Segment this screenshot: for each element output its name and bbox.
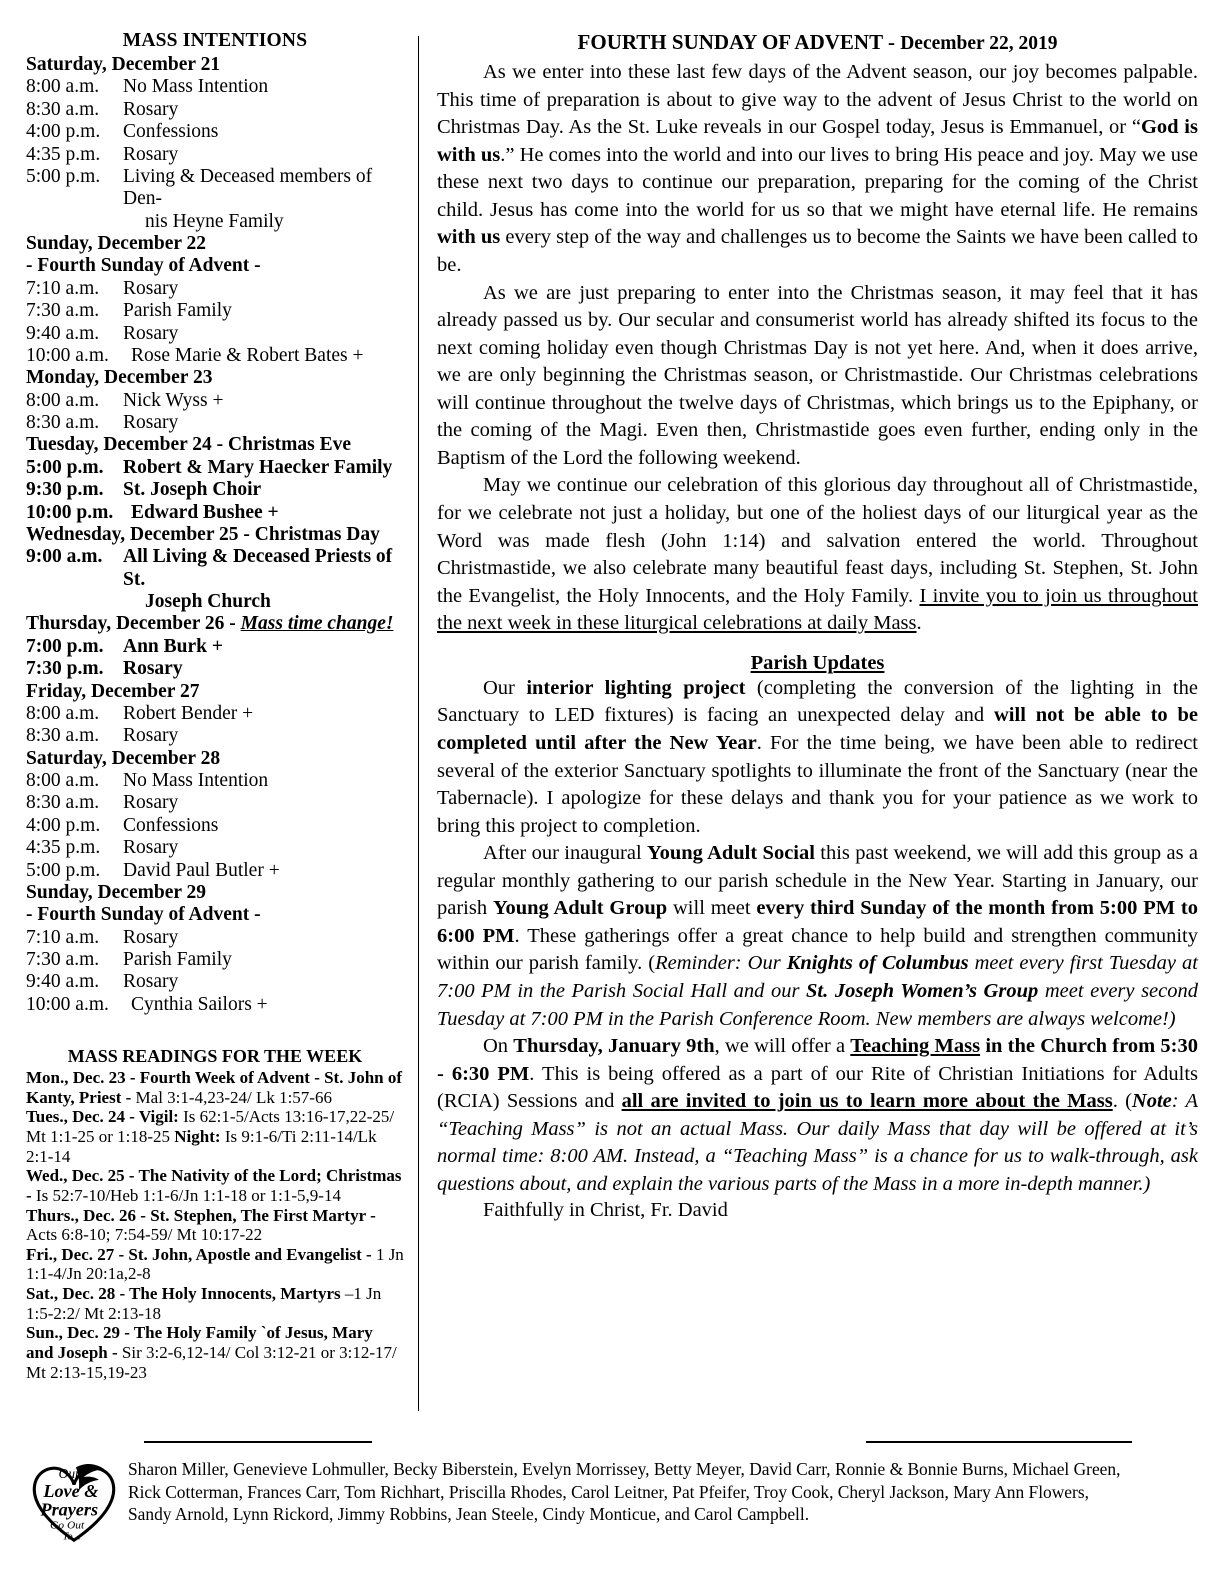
lighting-text-c: . For the time being, we have been able to redirect several of the exterior Sanctuary spotlights to illuminate the front of the Sanctuary (near the Tabernacle). I apologize for these delays and thank you for your patience as we work to bring this project to completion. <box>437 731 1199 837</box>
reading-day-label: Wed., Dec. 25 - The Nativity of the Lord; Christmas - <box>26 1166 402 1205</box>
mass-time: 9:30 p.m. <box>26 479 104 501</box>
mass-intention-row <box>26 546 404 613</box>
mass-day-heading <box>26 233 404 255</box>
mass-intention-row <box>26 457 404 479</box>
logo-text-to: To... <box>62 1531 81 1543</box>
reading-day-label-secondary: Night: <box>174 1127 221 1146</box>
reading-day-label: Thurs., Dec. 26 - St. Stephen, The First Martyr - <box>26 1205 376 1225</box>
love-and-prayers-heart-logo <box>26 1454 122 1546</box>
emphasis-delay-new-year: will not be able to be completed until after the New Year <box>437 704 1198 754</box>
parish-updates-heading: Parish Updates <box>750 651 885 674</box>
emphasis-young-adult-group: Young Adult Group <box>492 897 668 920</box>
paragraph-1-text-b: .” He comes into the world and into our lives to bring His peace and joy. May we use these next two days to continue our preparation, preparing for the coming of the Christ child. Jesus has come into the world for us so that we might have eternal life. He remains <box>437 143 1199 221</box>
reading-citation: Sir 3:2-6,12-14/ Col 3:12-21 or 3:12-17/ Mt 2:13-15,19-23 <box>26 1342 397 1382</box>
pastor-letter-paragraph-2: As we are just preparing to enter into the Christmas season, it may feel that it has already passed us by. Our secular and consumerist world has already shifted its focus to the next coming holiday even though Christmas Day is not yet here. And, when it does arrive, we are only beginning the Christmas season, or Christmastide. Our Christmas celebrations will continue throughout the twelve days of Christmas, which brings us to the Epiphany, or the coming of the Magi. Even then, Christmastide goes even further, ending only in the Baptism of the Lord the following weekend. <box>437 281 1198 469</box>
reading-day-label: Fri., Dec. 27 - St. John, Apostle and Evangelist - <box>26 1244 372 1264</box>
mass-intention-row <box>26 636 404 658</box>
mass-reading-entry <box>26 1245 404 1284</box>
mass-intention-row <box>26 76 404 98</box>
mass-time: 10:00 a.m. <box>26 993 109 1015</box>
mass-reading-entry <box>26 1323 404 1382</box>
emphasis-teaching-mass: Teaching Mass <box>850 1035 981 1058</box>
mass-reading-entry <box>26 1068 404 1107</box>
mass-intention-text: Rosary <box>123 658 183 680</box>
mass-intention-text: Parish Family <box>123 949 232 970</box>
reading-citation: –1 Jn 1:5-2:2/ Mt 2:13-18 <box>26 1284 382 1323</box>
mass-day-heading <box>26 54 404 76</box>
reading-citation: Is 62:1-5/Acts 13:16-17,22-25/ Mt 1:1-25 or 1:18-25 <box>26 1107 395 1146</box>
emphasis-thursday-january-9th: Thursday, January 9th <box>513 1035 715 1058</box>
mass-day-subheading: - Fourth Sunday of Advent - <box>26 904 261 926</box>
mass-time: 4:35 p.m. <box>26 143 101 165</box>
mass-intention-row <box>26 412 404 434</box>
mass-intention-text: Rosary <box>123 725 179 747</box>
mass-day-heading <box>26 613 404 635</box>
mass-intention-text: Rosary <box>123 926 179 948</box>
mass-time: 7:30 p.m. <box>26 658 104 680</box>
mass-intention-row <box>26 99 404 121</box>
mass-reading-entry <box>26 1284 404 1323</box>
mass-intention-row <box>26 323 404 345</box>
mass-day-heading-text: Tuesday, December 24 - Christmas Eve <box>26 434 351 456</box>
mass-time: 7:00 p.m. <box>26 635 104 657</box>
teaching-mass-text-a: On <box>483 1035 514 1058</box>
teaching-mass-text-d: . ( <box>1112 1090 1132 1113</box>
mass-time: 7:10 a.m. <box>26 277 100 299</box>
bulletin-header <box>437 30 1198 55</box>
mass-time-change-note: Mass time change! <box>240 613 394 635</box>
mass-readings-title: MASS READINGS FOR THE WEEK <box>67 1046 363 1067</box>
footer-rule-left <box>144 1441 372 1443</box>
paragraph-1-text-c: every step of the way and challenges us to become the Saints we have been called to be. <box>437 226 1198 276</box>
mass-intention-row <box>26 278 404 300</box>
mass-intention-row <box>26 345 404 367</box>
mass-intention-row <box>26 390 404 412</box>
reading-day-label: Mon., Dec. 23 - Fourth Week of Advent - St. John of Kanty, Priest - <box>26 1068 403 1107</box>
mass-intention-text: Robert & Mary Haecker Family <box>123 456 393 478</box>
reading-citation-secondary: Is 9:1-6/Ti 2:11-14/Lk 2:1-14 <box>26 1127 377 1166</box>
mass-time: 8:00 a.m. <box>26 702 100 724</box>
prayer-names-line: Sharon Miller, Genevieve Lohmuller, Becky Biberstein, Evelyn Morrissey, Betty Meyer, David Carr, Ronnie & Bonnie Burns, Michael Green, <box>128 1459 1121 1479</box>
reading-day-label: Sun., Dec. 29 - The Holy Family `of Jesus, Mary and Joseph - <box>26 1323 373 1362</box>
young-adult-text-b: this past weekend, we will add this group as a regular monthly gathering to our parish schedule in the New Year. Starting in January, our parish <box>437 842 1199 920</box>
mass-time: 8:30 a.m. <box>26 792 100 814</box>
mass-intention-text: Confessions <box>123 814 219 836</box>
mass-intention-text: Rosary <box>123 143 179 165</box>
mass-day-subheading: - Fourth Sunday of Advent - <box>26 255 261 277</box>
mass-time: 8:00 a.m. <box>26 76 100 98</box>
mass-time: 4:35 p.m. <box>26 837 101 859</box>
mass-readings-list <box>26 1068 404 1382</box>
bulletin-header-title: FOURTH SUNDAY OF ADVENT <box>577 30 883 54</box>
prayer-list-footer <box>26 1436 1198 1576</box>
mass-intention-text: David Paul Butler + <box>123 859 280 881</box>
mass-time: 9:40 a.m. <box>26 971 100 993</box>
pastor-letter-paragraph-3 <box>437 472 1198 637</box>
prayer-names-line: Sandy Arnold, Lynn Rickord, Jimmy Robbins, Jean Steele, Cindy Monticue, and Carol Campbell. <box>128 1504 810 1525</box>
prayer-request-names <box>122 1454 1198 1526</box>
mass-time: 5:00 p.m. <box>26 456 104 478</box>
mass-intention-row <box>26 860 404 882</box>
mass-intention-text: Rosary <box>123 98 179 120</box>
teaching-mass-note: : A “Teaching Mass” is not an actual Mass. Our daily Mass that day will be offered at it’s normal time: 8:00 AM. Instead, a “Teaching Mass” is a chance for us to walk-through, ask questions about, and explain the various parts of the Mass in a more in-depth manner.) <box>437 1090 1198 1195</box>
reminder-text-c: meet every second Tuesday at 7:00 PM in the Parish Conference Room. New members are always welcome!) <box>437 980 1199 1030</box>
lighting-text-a: Our <box>483 676 527 699</box>
mass-intention-row <box>26 837 404 859</box>
mass-time: 7:30 a.m. <box>26 949 100 970</box>
teaching-mass-text-b: , we will offer a <box>714 1035 851 1058</box>
mass-intentions-title: MASS INTENTIONS <box>122 30 308 51</box>
pastor-signature: Faithfully in Christ, Fr. David <box>483 1198 728 1221</box>
mass-time: 8:30 a.m. <box>26 98 100 120</box>
mass-time: 7:10 a.m. <box>26 926 100 948</box>
emphasis-knights-of-columbus: Knights of Columbus <box>786 952 969 975</box>
mass-intention-row <box>26 994 404 1016</box>
mass-day-heading-text: Sunday, December 22 <box>26 233 207 254</box>
emphasis-with-us: with us <box>437 226 501 249</box>
mass-intention-text: No Mass Intention <box>123 770 269 791</box>
mass-intention-row <box>26 703 404 725</box>
emphasis-church-time: in the Church from 5:30 - 6:30 PM <box>437 1035 1199 1085</box>
mass-intention-text: Living & Deceased members of Den- nis Heyne Family <box>123 166 404 233</box>
parish-update-teaching-mass <box>437 1033 1198 1198</box>
mass-intention-row <box>26 770 404 792</box>
mass-time: 5:00 p.m. <box>26 165 101 187</box>
footer-body <box>26 1454 1198 1546</box>
paragraph-1-text-a: As we enter into these last few days of the Advent season, our joy becomes palpable. This time of preparation is about to give way to the advent of Jesus Christ to the world on Christmas Day. As the St. Luke reveals in our Gospel today, Jesus is Emmanuel, or “ <box>437 61 1198 139</box>
mass-time: 8:00 a.m. <box>26 389 100 411</box>
mass-intention-row <box>26 815 404 837</box>
bulletin-header-separator: - <box>882 30 901 54</box>
emphasis-god-is-with-us: God is with us <box>437 116 1198 166</box>
mass-intention-row <box>26 792 404 814</box>
logo-text-prayers: Prayers <box>40 1499 99 1520</box>
mass-time: 8:00 a.m. <box>26 770 100 791</box>
reminder-text-b: meet every first Tuesday at 7:00 PM in the Parish Social Hall and our <box>437 952 1199 1002</box>
reading-day-label: Tues., Dec. 24 - Vigil: <box>26 1107 179 1127</box>
left-column <box>26 30 418 1382</box>
footer-rules <box>26 1436 1198 1448</box>
mass-intention-text: Rosary <box>123 412 179 433</box>
mass-intention-row <box>26 949 404 971</box>
mass-time: 10:00 p.m. <box>26 501 114 523</box>
reading-citation: Mal 3:1-4,23-24/ Lk 1:57-66 <box>131 1087 332 1107</box>
mass-day-heading <box>26 748 404 770</box>
reminder-text-a: Reminder: Our <box>655 952 787 975</box>
lighting-text-b: (completing the conversion of the lighting in the Sanctuary to LED fixtures) is facing an unexpected delay and <box>437 676 1198 727</box>
parish-update-lighting <box>437 675 1198 840</box>
mass-day-heading-text: Thursday, December 26 - <box>26 613 241 635</box>
mass-reading-entry <box>26 1166 404 1205</box>
mass-intention-text: Nick Wyss + <box>123 389 224 411</box>
mass-day-heading <box>26 367 404 389</box>
mass-time: 9:00 a.m. <box>26 546 103 568</box>
two-column-layout <box>26 30 1198 1410</box>
mass-intention-text: Cynthia Sailors + <box>131 993 268 1015</box>
mass-intention-text: Confessions <box>123 121 219 143</box>
paragraph-3-text-b: . <box>916 612 922 635</box>
mass-intention-text: All Living & Deceased Priests of St. Joseph Church <box>123 546 404 613</box>
mass-intention-continuation: Joseph Church <box>145 591 271 612</box>
mass-intention-text: Ann Burk + <box>123 635 223 657</box>
reading-citation: 1 Jn 1:1-4/Jn 20:1a,2-8 <box>26 1244 404 1284</box>
mass-intention-text: Rosary <box>123 277 179 299</box>
right-column <box>419 30 1198 1222</box>
mass-day-heading <box>26 882 404 904</box>
emphasis-note-label: Note <box>1131 1090 1172 1113</box>
bulletin-header-date: December 22, 2019 <box>900 33 1058 54</box>
mass-time: 8:30 a.m. <box>26 412 100 433</box>
pastor-letter-paragraph-1 <box>437 59 1198 280</box>
mass-intention-row <box>26 725 404 747</box>
logo-text-love: Love & <box>43 1481 99 1502</box>
emphasis-interior-lighting-project: interior lighting project <box>526 676 746 699</box>
mass-day-heading <box>26 681 404 703</box>
mass-reading-entry <box>26 1107 404 1166</box>
mass-intention-row <box>26 121 404 143</box>
mass-intention-text: Rose Marie & Robert Bates + <box>131 344 364 366</box>
mass-intention-continuation: nis Heyne Family <box>145 210 284 232</box>
emphasis-young-adult-social: Young Adult Social <box>647 842 815 865</box>
mass-intention-row <box>26 144 404 166</box>
footer-rule-right <box>866 1441 1132 1443</box>
mass-intention-row <box>26 166 404 233</box>
mass-time: 10:00 a.m. <box>26 344 109 366</box>
mass-time: 7:30 a.m. <box>26 300 100 322</box>
logo-text-go-out: Go Out <box>50 1519 85 1532</box>
mass-time: 8:30 a.m. <box>26 725 100 747</box>
mass-time: 9:40 a.m. <box>26 322 100 344</box>
invitation-underlined: I invite you to join us throughout the next week in these liturgical celebrations at daily Mass <box>437 584 1198 635</box>
mass-day-heading-text: Saturday, December 21 <box>26 54 221 75</box>
reading-day-label: Sat., Dec. 28 - The Holy Innocents, Martyrs <box>26 1284 341 1303</box>
young-adult-text-c: will meet <box>667 897 757 920</box>
mass-day-heading <box>26 434 404 456</box>
mass-intention-row <box>26 479 404 501</box>
mass-time: 4:00 p.m. <box>26 121 101 143</box>
emphasis-all-are-invited: all are invited to join us to learn more about the Mass <box>621 1090 1113 1113</box>
mass-time: 5:00 p.m. <box>26 859 101 881</box>
mass-day-heading-text: Sunday, December 29 <box>26 881 207 903</box>
logo-text-our: Our <box>58 1465 81 1481</box>
mass-intention-text: Parish Family <box>123 300 232 322</box>
mass-intention-text: Robert Bender + <box>123 702 254 724</box>
mass-intention-row <box>26 971 404 993</box>
mass-day-heading-text: Friday, December 27 <box>26 680 200 702</box>
mass-intention-text: Edward Bushee + <box>131 501 279 523</box>
mass-intention-row <box>26 300 404 322</box>
mass-intention-text: St. Joseph Choir <box>123 479 262 501</box>
paragraph-3-text-a: May we continue our celebration of this glorious day throughout all of Christmastide, for we celebrate not just a holiday, but one of the holiest days of our liturgical year as the Word was made flesh (John 1:14) and salvation entered the world. Throughout Christmastide, we also celebrate many beautiful feast days, including St. Stephen, St. John the Evangelist, the Holy Innocents, and the Holy Family. <box>437 474 1198 607</box>
mass-day-heading-text: Saturday, December 28 <box>26 747 221 769</box>
mass-intention-text: Rosary <box>123 837 179 859</box>
young-adult-text-d: . These gatherings offer a great chance to help build and strengthen community within our parish family. ( <box>437 924 1198 975</box>
reading-citation: Acts 6:8-10; 7:54-59/ Mt 10:17-22 <box>26 1225 263 1245</box>
mass-intention-text: No Mass Intention <box>123 76 269 98</box>
mass-intention-text: Rosary <box>123 971 179 993</box>
mass-day-heading <box>26 524 404 546</box>
emphasis-meeting-schedule: every third Sunday of the month from 5:00 PM to 6:00 PM <box>437 897 1198 947</box>
parish-update-young-adult <box>437 840 1198 1033</box>
prayer-names-line: Rick Cotterman, Frances Carr, Tom Richhart, Priscilla Rhodes, Carol Leitner, Pat Pfeifer, Troy Cook, Cheryl Jackson, Mary Ann Flowers, <box>128 1481 1089 1502</box>
mass-intention-row <box>26 658 404 680</box>
mass-intention-row <box>26 502 404 524</box>
mass-day-heading-text: Monday, December 23 <box>26 367 213 389</box>
mass-intention-row <box>26 927 404 949</box>
reading-citation: Is 52:7-10/Heb 1:1-6/Jn 1:1-18 or 1:1-5,9-14 <box>31 1185 341 1205</box>
mass-reading-entry <box>26 1206 404 1245</box>
young-adult-text-a: After our inaugural <box>483 842 648 865</box>
mass-time: 4:00 p.m. <box>26 814 101 836</box>
mass-day-heading-text: Wednesday, December 25 - Christmas Day <box>26 523 380 545</box>
mass-intention-text: Rosary <box>123 322 179 344</box>
mass-intention-text: Rosary <box>123 792 179 814</box>
teaching-mass-text-c: . This is being offered as a part of our Rite of Christian Initiations for Adults (RCIA) Sessions and <box>437 1062 1199 1113</box>
mass-schedule-list <box>26 54 404 1016</box>
emphasis-st-joseph-womens-group: St. Joseph Women’s Group <box>806 980 1039 1002</box>
